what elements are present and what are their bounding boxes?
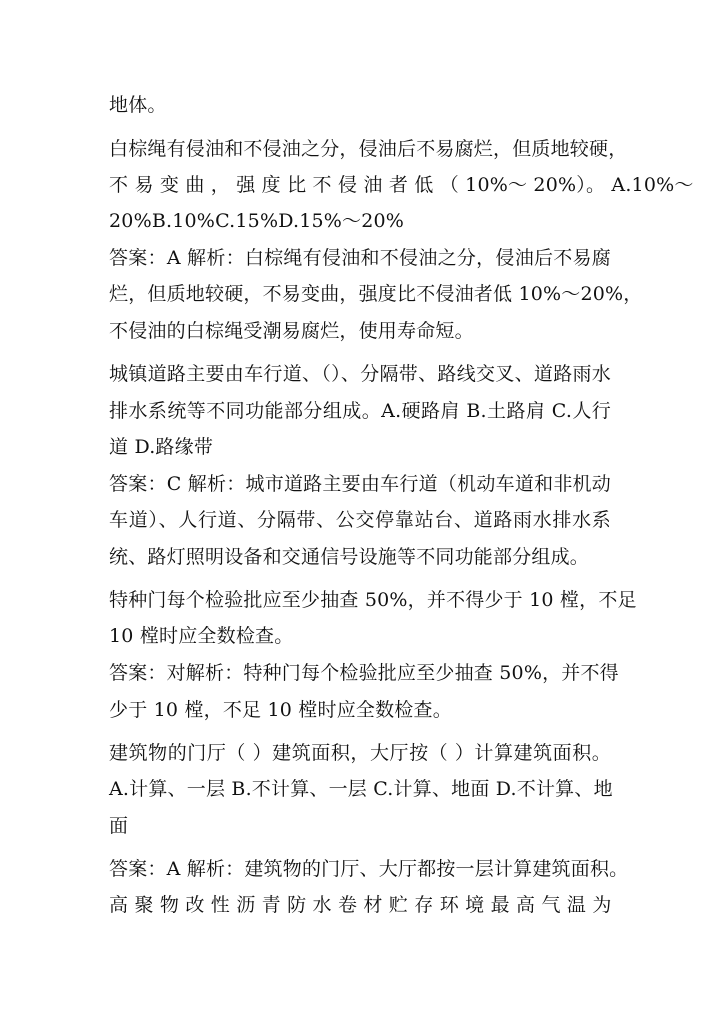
text-line-10: 道 D.路缘带 <box>109 436 214 458</box>
text-line-12: 车道）、人行道、分隔带、公交停靠站台、道路雨水排水系 <box>109 509 611 531</box>
text-line-17: 少于 10 樘，不足 10 樘时应全数检查。 <box>109 699 452 721</box>
text-line-8: 城镇道路主要由车行道、（）、分隔带、路线交叉、道路雨水 <box>109 363 611 385</box>
text-line-18: 建筑物的门厅（ ）建筑面积，大厅按（ ）计算建筑面积。 <box>109 742 611 764</box>
text-line-6: 烂，但质地较硬，不易变曲，强度比不侵油者低 10%～20%， <box>109 283 643 305</box>
text-line-9: 排水系统等不同功能部分组成。A.硬路肩 B.土路肩 C.人行 <box>109 400 611 422</box>
text-line-20: 面 <box>109 815 129 837</box>
text-line-22: 高 聚 物 改 性 沥 青 防 水 卷 材 贮 存 环 境 最 高 气 温 为 <box>109 894 612 916</box>
text-line-13: 统、路灯照明设备和交通信号设施等不同功能部分组成。 <box>109 546 590 568</box>
text-line-7: 不侵油的白棕绳受潮易腐烂，使用寿命短。 <box>109 320 474 342</box>
text-line-14: 特种门每个检验批应至少抽查 50%，并不得少于 10 樘，不足 <box>109 589 637 611</box>
text-line-16: 答案：对解析：特种门每个检验批应至少抽查 50%，并不得 <box>109 662 619 684</box>
text-line-2: 白棕绳有侵油和不侵油之分，侵油后不易腐烂，但质地较硬， <box>109 138 628 160</box>
text-line-1: 地体。 <box>109 94 167 116</box>
text-line-5: 答案：A 解析：白棕绳有侵油和不侵油之分，侵油后不易腐 <box>109 247 611 269</box>
text-line-4: 20%B.10%C.15%D.15%～20% <box>109 210 405 232</box>
text-line-21: 答案：A 解析：建筑物的门厅、大厅都按一层计算建筑面积。 <box>109 858 629 880</box>
text-line-3: 不 易 变 曲 ， 强 度 比 不 侵 油 者 低 （ 10%～ 20%）。 A.10%～ <box>109 174 694 196</box>
text-line-19: A.计算、一层 B.不计算、一层 C.计算、地面 D.不计算、地 <box>109 778 613 800</box>
text-line-11: 答案：C 解析：城市道路主要由车行道（机动车道和非机动 <box>109 473 611 495</box>
text-line-15: 10 樘时应全数检查。 <box>109 625 294 647</box>
